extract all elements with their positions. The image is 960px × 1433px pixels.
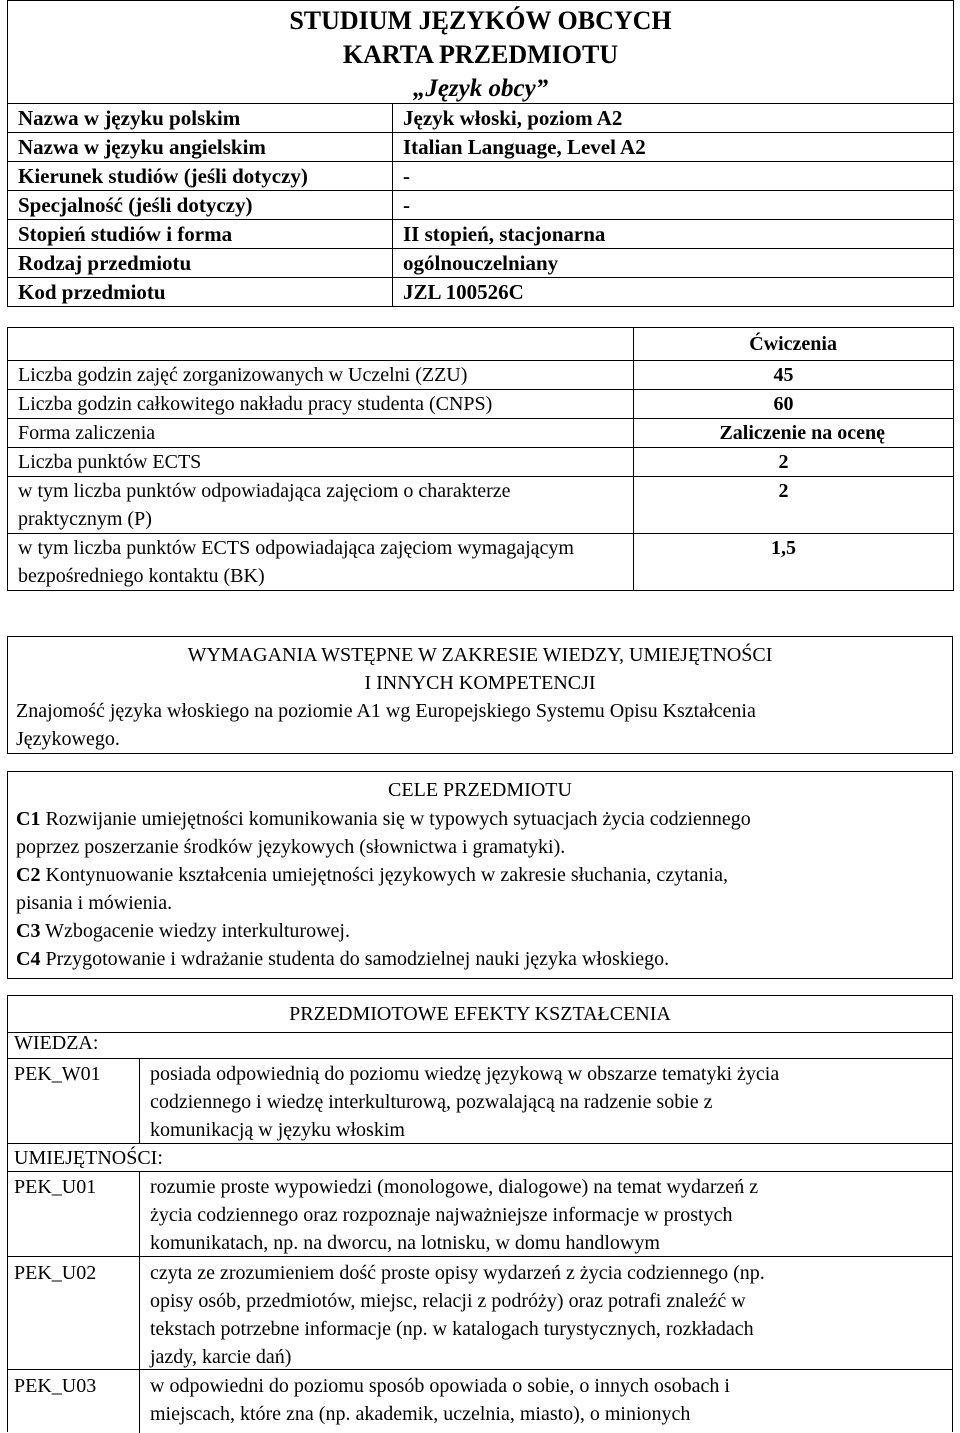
goal-item — [16, 917, 350, 945]
outcome-code: PEK_W01 — [14, 1063, 101, 1085]
info-label: Rodzaj przedmiotu — [8, 249, 393, 278]
hours-value: Zaliczenie na ocenę — [634, 419, 954, 448]
table-row — [8, 104, 954, 133]
table-row — [8, 361, 954, 390]
table-row — [8, 419, 954, 448]
goal-text: Wzbogacenie wiedzy interkulturowej. — [40, 920, 350, 942]
column-header: Ćwiczenia — [634, 328, 954, 361]
outcome-text: opisy osób, przedmiotów, miejsc, relacji z podróży) oraz potrafi znaleźć w — [150, 1290, 746, 1312]
goal-text: Przygotowanie i wdrażanie studenta do samodzielnej nauki języka włoskiego. — [40, 948, 670, 970]
hours-value: 1,5 — [634, 534, 954, 591]
outcome-text: życia codziennego oraz rozpoznaje najważniejsze informacje w prostych — [150, 1204, 733, 1226]
outcome-text: codziennego i wiedzę interkulturową, pozwalającą na radzenie sobie z — [150, 1091, 713, 1113]
hours-label: w tym liczba punktów odpowiadająca zajęciom o charakterze praktycznym (P) — [8, 477, 634, 534]
table-row — [8, 477, 954, 534]
course-name: „Język obcy” — [412, 75, 549, 102]
goal-code: C3 — [16, 920, 41, 942]
info-label: Specjalność (jeśli dotyczy) — [8, 191, 393, 220]
requirements-heading-2: I INNYCH KOMPETENCJI — [364, 672, 596, 694]
goal-item — [16, 805, 751, 833]
outcome-text: posiada odpowiednią do poziomu wiedzę językową w obszarze tematyki życia — [150, 1063, 780, 1085]
hours-label: w tym liczba punktów ECTS odpowiadająca zajęciom wymagającym bezpośredniego kontaktu (BK) — [8, 534, 634, 591]
goal-text-cont: poprzez poszerzanie środków językowych (słownictwa i gramatyki). — [16, 836, 566, 858]
goal-text: Kontynuowanie kształcenia umiejętności językowych w zakresie słuchania, czytania, — [40, 864, 728, 886]
table-row — [8, 249, 954, 278]
table-row — [8, 133, 954, 162]
goal-code: C1 — [16, 808, 41, 830]
info-label: Nazwa w języku polskim — [8, 104, 393, 133]
goals-heading: CELE PRZEDMIOTU — [388, 779, 572, 801]
goal-code: C4 — [16, 948, 41, 970]
requirements-heading: WYMAGANIA WSTĘPNE W ZAKRESIE WIEDZY, UMIEJĘTNOŚCI — [187, 644, 773, 666]
course-info-table — [7, 103, 954, 307]
outcome-code: PEK_U01 — [14, 1176, 97, 1198]
requirements-text-2: Językowego. — [16, 728, 120, 750]
info-value: Język włoski, poziom A2 — [393, 104, 954, 133]
goal-code: C2 — [16, 864, 41, 886]
requirements-section — [7, 636, 953, 754]
table-row — [8, 390, 954, 419]
goal-item — [16, 945, 669, 973]
info-label: Kierunek studiów (jeśli dotyczy) — [8, 162, 393, 191]
hours-value: 2 — [634, 448, 954, 477]
requirements-text: Znajomość języka włoskiego na poziomie A1 wg Europejskiego Systemu Opisu Kształcenia — [16, 700, 756, 722]
outcome-text: komunikacją w języku włoskim — [150, 1119, 405, 1141]
hours-label: Liczba punktów ECTS — [8, 448, 634, 477]
table-row — [8, 534, 954, 591]
info-value: II stopień, stacjonarna — [393, 220, 954, 249]
hours-value: 60 — [634, 390, 954, 419]
table-row — [8, 191, 954, 220]
hours-value: 45 — [634, 361, 954, 390]
knowledge-label: WIEDZA: — [14, 1032, 99, 1054]
table-row — [8, 220, 954, 249]
hours-table — [7, 327, 954, 591]
hours-value: 2 — [634, 477, 954, 534]
goal-item — [16, 861, 728, 889]
outcome-code: PEK_U03 — [14, 1375, 97, 1397]
outcome-text: tekstach potrzebne informacje (np. w katalogach turystycznych, rozkładach — [150, 1318, 754, 1340]
skills-label: UMIEJĘTNOŚCI: — [14, 1147, 163, 1169]
outcome-text: jazdy, karcie dań) — [150, 1346, 292, 1368]
document-header — [7, 0, 954, 103]
outcomes-heading: PRZEDMIOTOWE EFEKTY KSZTAŁCENIA — [289, 1003, 671, 1025]
outcome-text: komunikatach, np. na dworcu, na lotnisku, w domu handlowym — [150, 1232, 660, 1254]
table-row — [8, 278, 954, 307]
info-value: ogólnouczelniany — [393, 249, 954, 278]
outcomes-section — [7, 995, 953, 1432]
goal-text: Rozwijanie umiejętności komunikowania się w typowych sytuacjach życia codziennego — [40, 808, 751, 830]
hours-label: Liczba godzin zajęć zorganizowanych w Uczelni (ZZU) — [8, 361, 634, 390]
info-value: - — [393, 162, 954, 191]
table-row — [8, 448, 954, 477]
outcome-text: rozumie proste wypowiedzi (monologowe, dialogowe) na temat wydarzeń z — [150, 1176, 759, 1198]
outcome-text: czyta ze zrozumieniem dość proste opisy wydarzeń z życia codziennego (np. — [150, 1262, 765, 1284]
table-row — [8, 162, 954, 191]
table-header-row — [8, 328, 954, 361]
outcome-text: miejscach, które zna (np. akademik, uczelnia, miasto), o minionych — [150, 1403, 691, 1425]
outcome-text: w odpowiedni do poziomu sposób opowiada o sobie, o innych osobach i — [150, 1375, 730, 1397]
goal-text-cont: pisania i mówienia. — [16, 892, 173, 914]
info-label: Kod przedmiotu — [8, 278, 393, 307]
info-label: Nazwa w języku angielskim — [8, 133, 393, 162]
hours-label: Liczba godzin całkowitego nakładu pracy studenta (CNPS) — [8, 390, 634, 419]
outcome-code: PEK_U02 — [14, 1262, 97, 1284]
info-label: Stopień studiów i forma — [8, 220, 393, 249]
info-value: - — [393, 191, 954, 220]
info-value: JZL 100526C — [393, 278, 954, 307]
goals-section — [7, 771, 953, 979]
info-value: Italian Language, Level A2 — [393, 133, 954, 162]
hours-label: Forma zaliczenia — [8, 419, 634, 448]
document-subtitle: KARTA PRZEDMIOTU — [342, 40, 619, 69]
document-title: STUDIUM JĘZYKÓW OBCYCH — [289, 6, 672, 35]
